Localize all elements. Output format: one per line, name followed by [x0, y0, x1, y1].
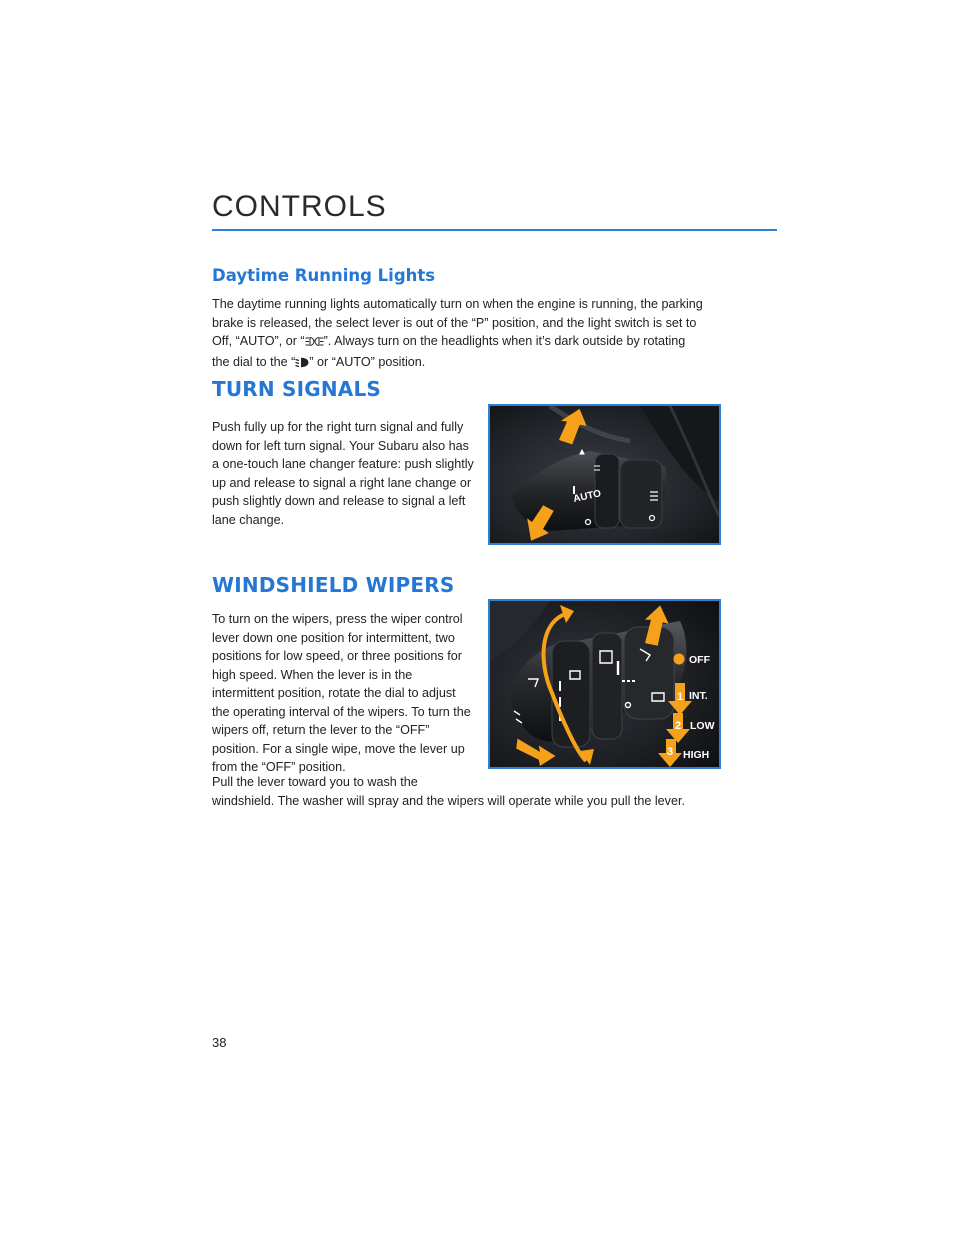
- wiper-position-2-number: 2: [675, 720, 682, 732]
- drl-line: The daytime running lights automatically turn on when the engine is running, the parking: [212, 297, 703, 311]
- turn-signal-lever-photo: [488, 404, 721, 545]
- wipers-line: windshield. The washer will spray and the wipers will operate while you pull the lever.: [212, 793, 685, 808]
- wiper-position-1-number: 1: [677, 691, 684, 703]
- page-number: 38: [212, 1035, 227, 1050]
- wiper-lever-photo: [488, 599, 721, 769]
- wiper-off-label: OFF: [689, 654, 710, 666]
- turn-signals-heading: TURN SIGNALS: [212, 377, 382, 401]
- wipers-line: Pull the lever toward you to wash the: [212, 775, 418, 789]
- wipers-paragraph: [212, 610, 487, 777]
- drl-heading: Daytime Running Lights: [212, 266, 436, 285]
- turn-signals-line: Push fully up for the right turn signal and fully: [212, 420, 464, 434]
- wipers-line: the operating interval of the wipers. To turn the: [212, 704, 471, 719]
- wiper-position-3-number: 3: [667, 746, 674, 758]
- wipers-line: intermittent position, rotate the dial to adjust: [212, 686, 456, 700]
- drl-line: the dial to the “ ” or “AUTO” position.: [212, 353, 772, 374]
- wipers-line: position. For a single wipe, move the lever up: [212, 741, 465, 756]
- wipers-line: from the “OFF” position.: [212, 760, 346, 774]
- drl-line: Off, “AUTO”, or “ ”. Always turn on the headlights when it’s dark outside by rotating: [212, 332, 772, 353]
- header-divider: [212, 229, 777, 231]
- turn-signals-line: down for left turn signal. Your Subaru also has: [212, 438, 469, 453]
- drl-line: brake is released, the select lever is out of the “P” position, and the light switch is set to: [212, 315, 697, 330]
- turn-signals-line: push slightly down and release to signal a left: [212, 494, 466, 508]
- drl-paragraph: [212, 295, 772, 373]
- parking-lights-icon: [305, 334, 324, 353]
- wiper-high-label: HIGH: [683, 749, 710, 761]
- auto-label: AUTO: [572, 488, 603, 505]
- wipers-line: high speed. When the lever is in the: [212, 667, 413, 682]
- wiper-int-label: INT.: [689, 690, 708, 702]
- turn-signals-line: up and release to signal a right lane change or: [212, 475, 472, 490]
- turn-signals-line: a one-touch lane changer feature: push slightly: [212, 457, 474, 471]
- windshield-wipers-heading: WINDSHIELD WIPERS: [212, 573, 455, 597]
- wipers-washer-paragraph: [212, 773, 777, 810]
- wiper-low-label: LOW: [690, 720, 715, 732]
- headlight-low-beam-icon: [295, 355, 309, 374]
- section-header: CONTROLS: [212, 190, 387, 223]
- wipers-line: To turn on the wipers, press the wiper control: [212, 612, 463, 626]
- wipers-line: wipers off, return the lever to the “OFF”: [212, 723, 430, 737]
- turn-signals-paragraph: [212, 418, 482, 529]
- turn-signals-line: lane change.: [212, 512, 285, 527]
- wipers-line: lever down one position for intermittent, two: [212, 630, 455, 645]
- wipers-line: positions for low speed, or three positions for: [212, 649, 462, 663]
